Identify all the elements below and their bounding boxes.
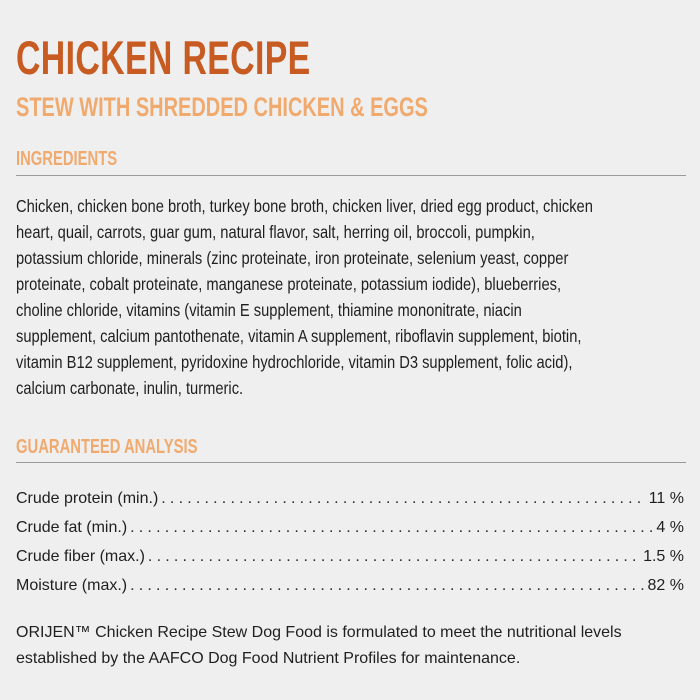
ingredients-line: heart, quail, carrots, guar gum, natural flavor, salt, herring oil, broccoli, pumpkin, bbox=[16, 222, 535, 242]
ingredients-heading: INGREDIENTS bbox=[16, 148, 118, 170]
analysis-row-fiber bbox=[16, 542, 684, 571]
analysis-list bbox=[16, 484, 684, 600]
analysis-row-fat bbox=[16, 513, 684, 542]
aafco-statement bbox=[16, 620, 686, 672]
footnote-line: ORIJEN™ Chicken Recipe Stew Dog Food is formulated to meet the nutritional levels bbox=[16, 624, 622, 641]
analysis-row-protein bbox=[16, 484, 684, 513]
dot-leader bbox=[130, 571, 644, 600]
ingredients-section-header bbox=[16, 146, 686, 176]
ingredients-line: calcium carbonate, inulin, turmeric. bbox=[16, 378, 244, 398]
page-subtitle: STEW WITH SHREDDED CHICKEN & EGGS bbox=[16, 92, 428, 122]
analysis-heading: GUARANTEED ANALYSIS bbox=[16, 436, 198, 458]
dot-leader bbox=[130, 513, 653, 542]
analysis-label: Crude protein (min.) bbox=[16, 490, 159, 507]
analysis-section-header bbox=[16, 434, 686, 463]
analysis-label: Crude fiber (max.) bbox=[16, 548, 145, 565]
analysis-row-moisture bbox=[16, 571, 684, 600]
ingredients-line: proteinate, cobalt proteinate, manganese proteinate, potassium iodide), blueberries, bbox=[16, 274, 562, 294]
page-title: CHICKEN RECIPE bbox=[16, 31, 311, 84]
ingredients-line: choline chloride, vitamins (vitamin E supplement, thiamine mononitrate, niacin bbox=[16, 300, 522, 320]
ingredients-text bbox=[16, 193, 686, 401]
analysis-value: 82 % bbox=[647, 577, 684, 594]
ingredients-line: potassium chloride, minerals (zinc proteinate, iron proteinate, selenium yeast, copper bbox=[16, 248, 569, 268]
analysis-label: Moisture (max.) bbox=[16, 577, 128, 594]
dot-leader bbox=[148, 542, 640, 571]
analysis-value: 1.5 % bbox=[643, 548, 684, 565]
ingredients-line: supplement, calcium pantothenate, vitamin A supplement, riboflavin supplement, biotin, bbox=[16, 326, 582, 346]
analysis-value: 11 % bbox=[648, 490, 684, 507]
footnote-line: established by the AAFCO Dog Food Nutrient Profiles for maintenance. bbox=[16, 650, 521, 667]
analysis-value: 4 % bbox=[656, 519, 684, 536]
ingredients-line: vitamin B12 supplement, pyridoxine hydrochloride, vitamin D3 supplement, folic acid), bbox=[16, 352, 573, 372]
ingredients-line: Chicken, chicken bone broth, turkey bone broth, chicken liver, dried egg product, chicken bbox=[16, 196, 593, 216]
analysis-label: Crude fat (min.) bbox=[16, 519, 128, 536]
dot-leader bbox=[161, 484, 645, 513]
